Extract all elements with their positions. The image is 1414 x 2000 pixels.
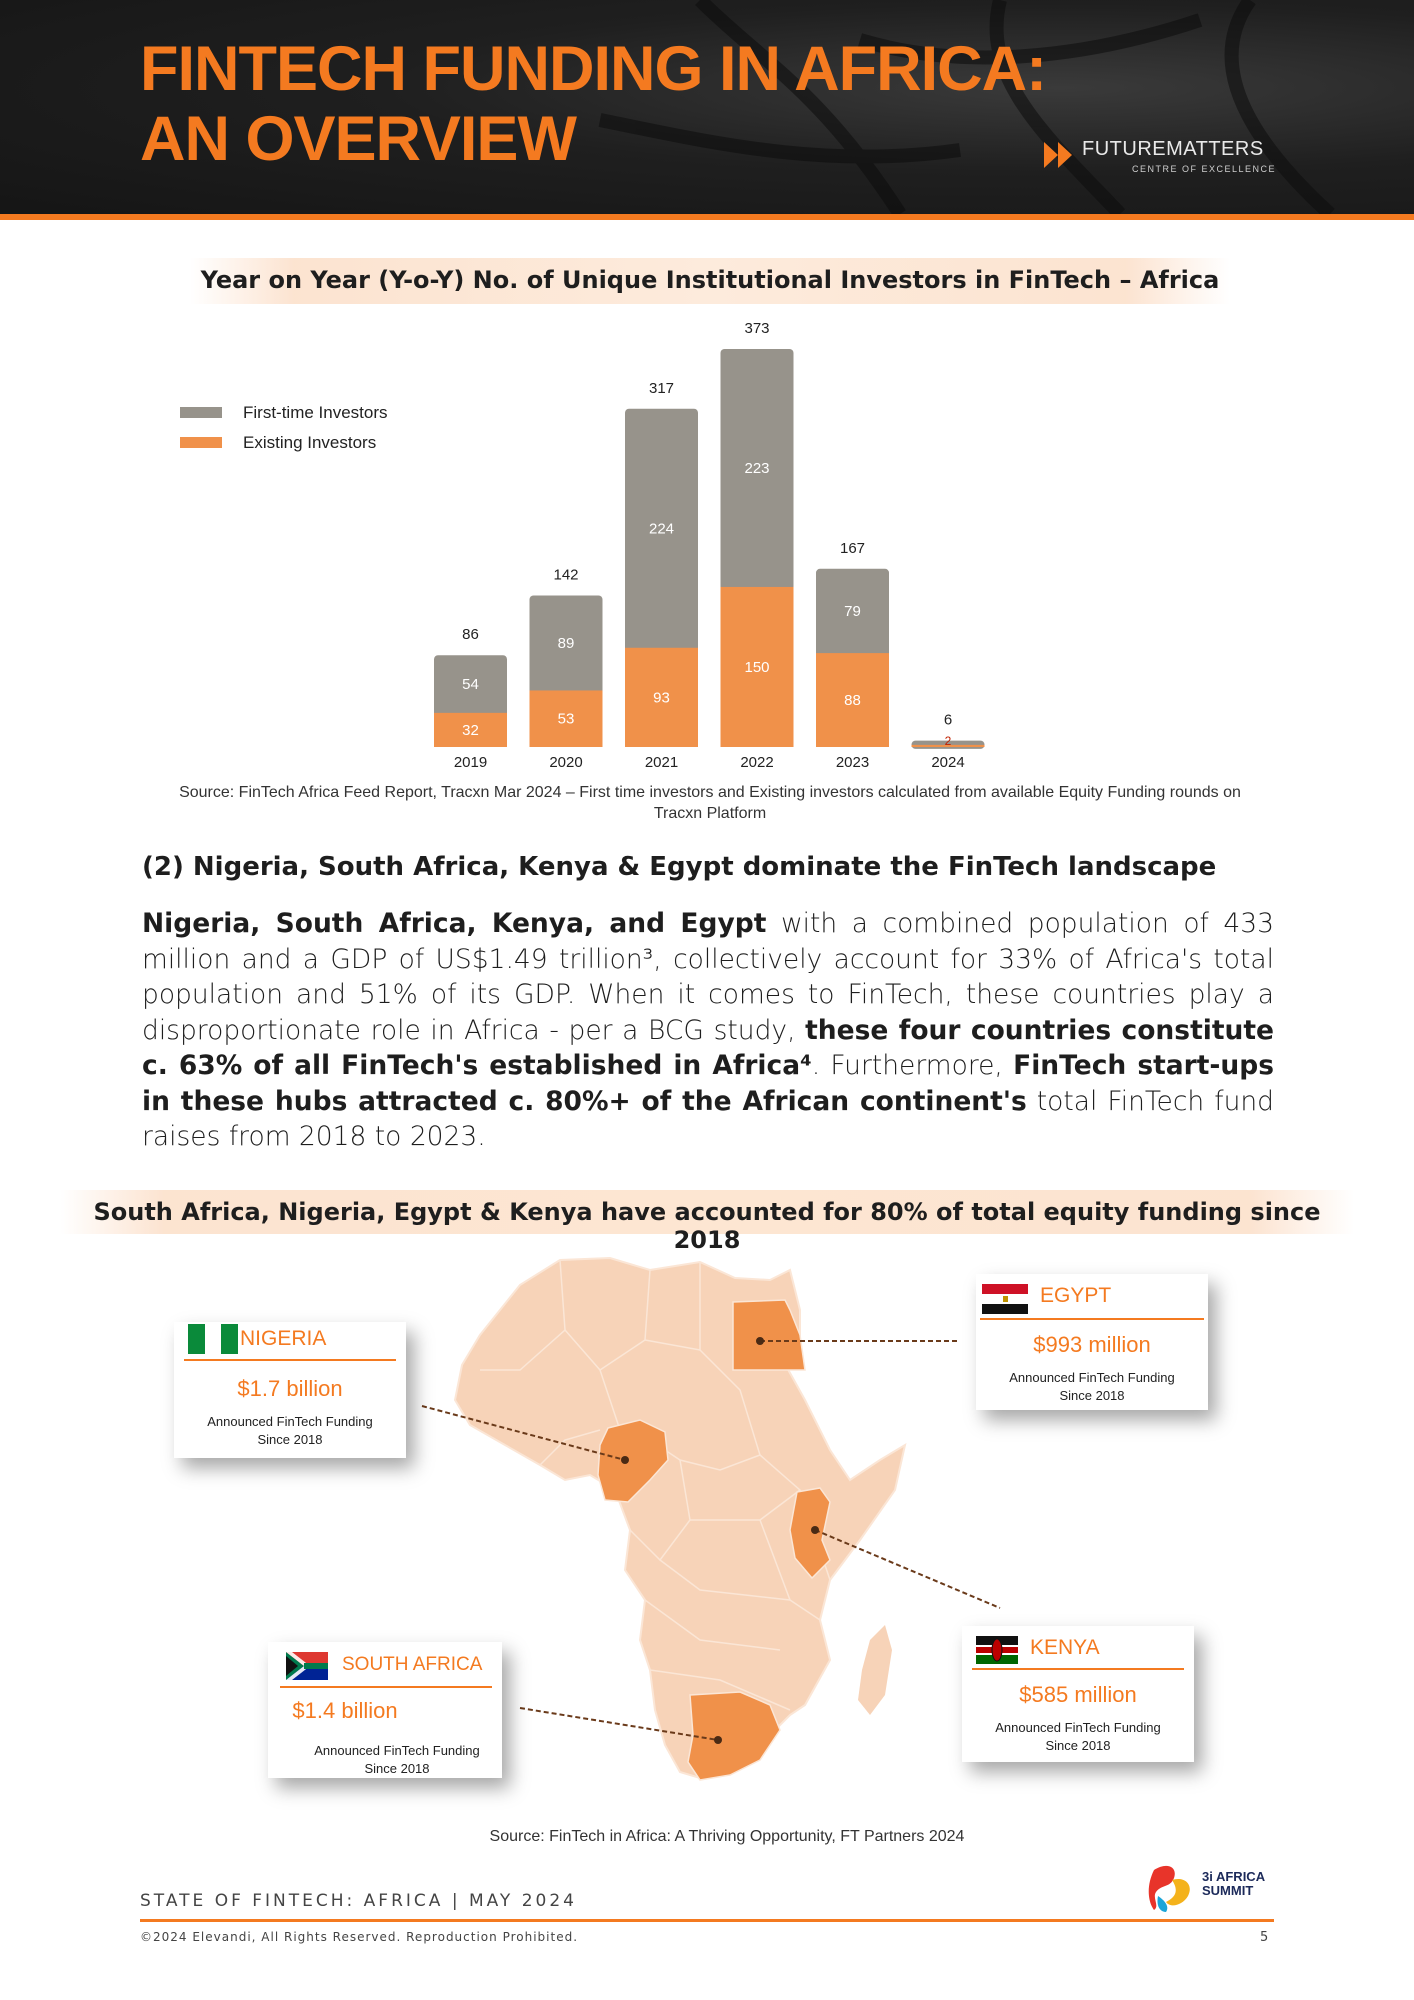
egypt-desc xyxy=(976,1369,1208,1405)
total-label-2019: 86 xyxy=(462,626,479,644)
total-label-2021: 317 xyxy=(648,379,675,397)
kenya-rule xyxy=(972,1668,1184,1670)
total-label-2023: 167 xyxy=(839,539,866,557)
nigeria-amount: $1.7 billion xyxy=(237,1376,343,1401)
south-africa-callout xyxy=(268,1642,502,1778)
egypt-callout xyxy=(976,1274,1208,1410)
page-title-line1: FINTECH FUNDING IN AFRICA: xyxy=(140,34,1047,104)
map-title: South Africa, Nigeria, Egypt & Kenya have accounted for 80% of total equity funding since 2018 xyxy=(93,1198,1321,1254)
kenya-name: KENYA xyxy=(1030,1636,1100,1659)
legend-swatch-first-time xyxy=(180,407,222,418)
double-chevron-icon xyxy=(1042,140,1076,170)
total-label-2020: 142 xyxy=(553,566,579,584)
total-label-2022: 373 xyxy=(744,320,770,337)
page-title xyxy=(140,34,1046,174)
3i-africa-summit-logo xyxy=(1144,1862,1274,1914)
data-label-first-time-2020: 89 xyxy=(557,634,575,652)
south-africa-desc-line2: Since 2018 xyxy=(364,1761,430,1776)
summit-emblem-icon xyxy=(1144,1862,1200,1914)
south-africa-amount: $1.4 billion xyxy=(292,1698,398,1723)
x-tick-2020: 2020 xyxy=(549,754,583,771)
footer-rule xyxy=(140,1919,1274,1922)
para-text-3: total FinTech fund raises from 2018 to 2023. xyxy=(142,1085,1274,1152)
africa-continent-shape xyxy=(455,1258,905,1778)
investors-bar-chart xyxy=(160,315,1260,775)
nigeria-desc xyxy=(174,1413,406,1449)
nigeria-flag-icon xyxy=(188,1324,238,1354)
south-africa-dot xyxy=(714,1736,722,1744)
south-africa-rule xyxy=(280,1686,492,1688)
data-label-existing-2021: 93 xyxy=(653,689,670,707)
footer-publication: STATE OF FINTECH: AFRICA | MAY 2024 xyxy=(140,1891,577,1911)
data-label-existing-2019: 32 xyxy=(462,721,479,739)
page-header xyxy=(0,0,1414,220)
data-label-existing-2023: 88 xyxy=(844,692,861,710)
south-africa-shape xyxy=(688,1692,780,1780)
x-tick-2023: 2023 xyxy=(835,754,870,771)
map-source: Source: FinTech in Africa: A Thriving Opportunity, FT Partners 2024 xyxy=(489,1828,965,1845)
egypt-rule xyxy=(980,1318,1204,1320)
legend-label-existing: Existing Investors xyxy=(243,433,377,452)
total-label-2024: 6 xyxy=(943,711,953,729)
brand-subtitle: CENTRE OF EXCELLENCE xyxy=(1132,164,1277,174)
kenya-callout xyxy=(962,1626,1194,1762)
kenya-desc xyxy=(962,1719,1194,1755)
nigeria-rule xyxy=(184,1359,396,1361)
x-tick-2019: 2019 xyxy=(453,754,488,771)
data-label-first-time-2022: 223 xyxy=(744,459,770,477)
futurematters-logo xyxy=(1042,138,1282,178)
chart-title-band xyxy=(190,258,1230,304)
egypt-flag-icon xyxy=(982,1284,1028,1314)
summit-line2: SUMMIT xyxy=(1202,1883,1254,1898)
kenya-desc-line2: Since 2018 xyxy=(1045,1738,1111,1753)
nigeria-name: NIGERIA xyxy=(240,1327,327,1350)
para-bold-share: these four countries constitute c. 63% of all FinTech's established in Africa⁴ xyxy=(142,1014,1274,1081)
egypt-dot xyxy=(756,1337,764,1345)
nigeria-dot xyxy=(621,1456,629,1464)
footer-copyright: ©2024 Elevandi, All Rights Reserved. Reproduction Prohibited. xyxy=(140,1930,579,1944)
nigeria-desc-line1: Announced FinTech Funding xyxy=(207,1414,373,1429)
kenya-amount: $585 million xyxy=(1019,1682,1137,1707)
data-label-first-time-2021: 224 xyxy=(648,520,675,538)
para-bold-countries: Nigeria, South Africa, Kenya, and Egypt xyxy=(142,908,767,939)
madagascar-shape xyxy=(858,1625,892,1715)
nigeria-callout xyxy=(174,1322,406,1458)
legend-swatch-existing xyxy=(180,437,222,448)
chart-source: Source: FinTech Africa Feed Report, Tracxn Mar 2024 – First time investors and Existing investors calculated from available Equity Funding rounds on Tracxn Platform xyxy=(179,784,1241,822)
south-africa-desc-line1: Announced FinTech Funding xyxy=(314,1743,480,1758)
kenya-desc-line1: Announced FinTech Funding xyxy=(995,1720,1161,1735)
body-paragraph xyxy=(142,906,1274,1155)
nigeria-desc-line2: Since 2018 xyxy=(257,1432,323,1447)
para-text-1: with a combined population of 433 million and a GDP of US$1.49 trillion³, collectively account for 33% of Africa's total population and 51% of its GDP. When it comes to FinTech, these countries play a disproportionate role in Africa - per a BCG study, xyxy=(142,908,1274,1046)
map-title-band xyxy=(60,1190,1354,1254)
para-bold-hubs: FinTech start-ups in these hubs attracted c. 80%+ of the African continent's xyxy=(142,1050,1274,1117)
egypt-amount: $993 million xyxy=(1033,1332,1151,1357)
egypt-desc-line1: Announced FinTech Funding xyxy=(1009,1370,1175,1385)
kenya-dot xyxy=(811,1526,819,1534)
south-africa-name: SOUTH AFRICA xyxy=(342,1654,483,1675)
chart-title: Year on Year (Y-o-Y) No. of Unique Institutional Investors in FinTech – Africa xyxy=(200,266,1220,294)
para-text-2: . Furthermore, xyxy=(811,1050,1014,1081)
data-label-existing-2022: 150 xyxy=(744,658,770,676)
egypt-name: EGYPT xyxy=(1040,1284,1112,1307)
x-tick-2022: 2022 xyxy=(740,754,774,771)
page-number: 5 xyxy=(1260,1930,1269,1945)
summit-line1: 3i AFRICA xyxy=(1202,1869,1266,1884)
section-heading: (2) Nigeria, South Africa, Kenya & Egypt dominate the FinTech landscape xyxy=(142,852,1217,882)
egypt-desc-line2: Since 2018 xyxy=(1059,1388,1125,1403)
data-label-existing-2024: 2 xyxy=(944,734,952,748)
header-accent-bar xyxy=(0,214,1414,220)
data-label-first-time-2019: 54 xyxy=(462,676,479,694)
data-label-first-time-2023: 79 xyxy=(844,602,861,620)
kenya-flag-icon xyxy=(976,1636,1018,1664)
data-label-existing-2020: 53 xyxy=(557,710,575,728)
x-tick-2021: 2021 xyxy=(644,754,679,771)
south-africa-desc xyxy=(280,1742,514,1778)
legend-label-first-time: First-time Investors xyxy=(243,403,388,422)
brand-name: FUTUREMATTERS xyxy=(1082,138,1264,160)
x-tick-2024: 2024 xyxy=(931,754,965,771)
page-title-line2: AN OVERVIEW xyxy=(140,104,576,174)
south-africa-flag-icon xyxy=(286,1652,328,1680)
